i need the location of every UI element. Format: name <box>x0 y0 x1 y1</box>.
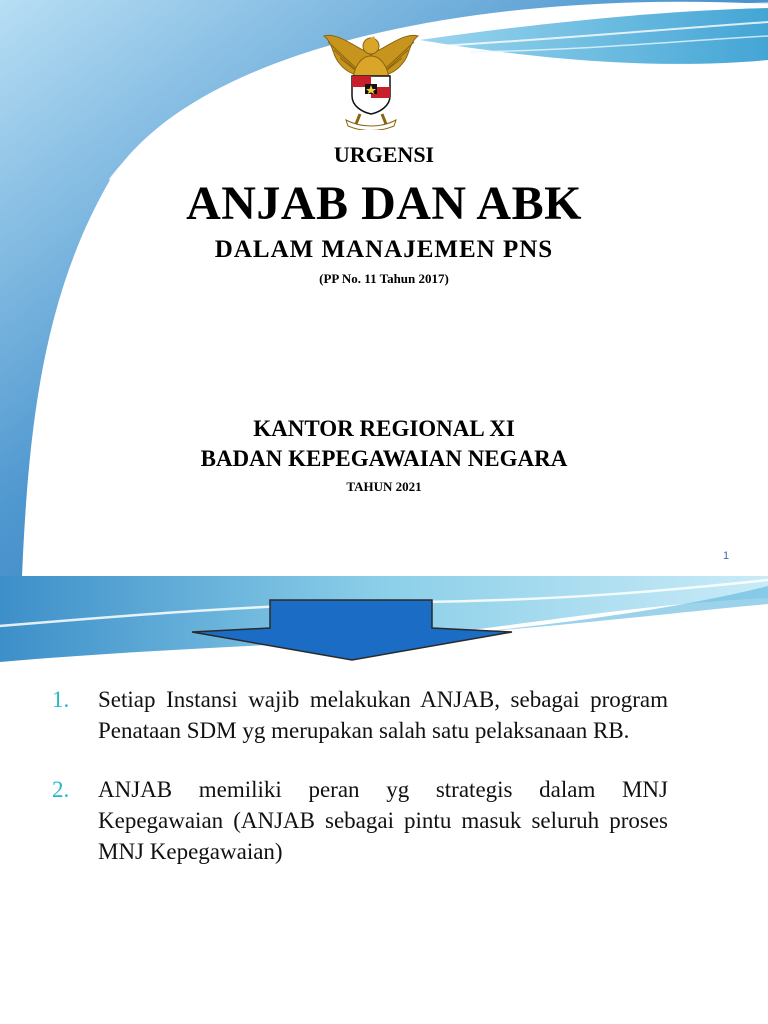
list-item <box>52 774 668 867</box>
agency-name: BADAN KEPEGAWAIAN NEGARA <box>200 446 568 471</box>
slide-title: ANJAB DAN ABK <box>186 177 582 230</box>
down-arrow-icon <box>190 598 514 662</box>
page-number: 1 <box>722 550 730 562</box>
content-slide <box>0 576 768 1024</box>
item-number: 2. <box>52 777 70 802</box>
item-number: 1. <box>52 687 70 712</box>
item-text: ANJAB memiliki peran yg strategis dalam MNJ Kepegawaian (ANJAB sebagai pintu masuk seluruh proses MNJ Kepegawaian) <box>98 777 668 864</box>
list-item <box>52 684 668 746</box>
slide-kicker: URGENSI <box>333 142 435 167</box>
item-text: Setiap Instansi wajib melakukan ANJAB, sebagai program Penataan SDM yg merupakan salah satu pelaksanaan RB. <box>98 687 668 743</box>
regulation-reference: (PP No. 11 Tahun 2017) <box>319 271 449 286</box>
key-points-list <box>52 684 668 895</box>
slide-subtitle: DALAM MANAJEMEN PNS <box>214 236 554 263</box>
year-label: TAHUN 2021 <box>346 479 422 494</box>
office-name: KANTOR REGIONAL XI <box>253 416 515 441</box>
garuda-emblem-icon <box>316 26 426 130</box>
